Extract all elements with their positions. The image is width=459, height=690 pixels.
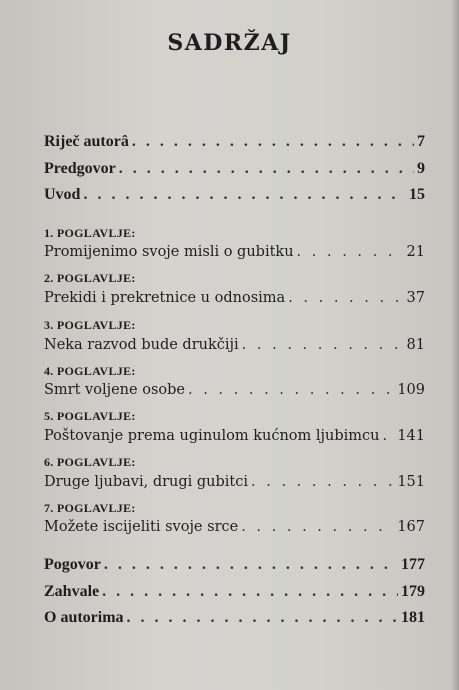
toc-entry-foreword [44, 160, 425, 178]
toc-entry-label: Možete iscijeliti svoje srce [44, 519, 239, 535]
toc-page-number: 141 [397, 428, 425, 444]
toc-entry-label: Predgovor [44, 160, 116, 177]
toc-page-number: 109 [397, 382, 425, 398]
toc-entry-chapter-6 [44, 474, 425, 490]
toc-page-number: 179 [401, 583, 425, 600]
toc-page-number: 37 [406, 290, 425, 306]
toc-page-number: 15 [409, 186, 425, 203]
toc-entry-label: Prekidi i prekretnice u odnosima [44, 290, 286, 306]
dot-leader [132, 133, 414, 151]
toc-entry-label: Poštovanje prema uginulom kućnom ljubimcu [44, 428, 380, 444]
toc-entry-introduction [44, 186, 425, 204]
toc-entry-label: Riječ autorâ [44, 133, 129, 150]
page-title: SADRŽAJ [167, 30, 292, 56]
toc-entry-chapter-1 [44, 244, 425, 260]
toc-entry-label: O autorima [44, 609, 124, 626]
toc-entry-label: Promijenimo svoje misli o gubitku [44, 244, 294, 260]
toc-entry-label: Uvod [44, 186, 81, 203]
dot-leader [242, 337, 404, 353]
chapter-heading: 5. POGLAVLJE: [44, 409, 136, 423]
chapter-heading: 3. POGLAVLJE: [44, 318, 136, 332]
dot-leader [127, 609, 398, 627]
dot-leader [251, 474, 394, 490]
dot-leader [383, 428, 395, 444]
toc-entry-chapter-4 [44, 382, 425, 398]
chapter-heading: 4. POGLAVLJE: [44, 364, 136, 378]
toc-entry-label: Pogovor [44, 556, 101, 573]
toc-page-number: 7 [417, 133, 425, 150]
toc-page-number: 81 [406, 337, 425, 353]
toc-entry-label: Zahvale [44, 583, 100, 600]
toc-entry-chapter-7 [44, 519, 425, 535]
toc-entry-chapter-2 [44, 290, 425, 306]
dot-leader [83, 186, 406, 204]
toc-entry-label: Smrt voljene osobe [44, 382, 185, 398]
dot-leader [104, 556, 398, 574]
toc-page-number: 21 [406, 244, 425, 260]
toc-entry-label: Neka razvod bude drukčiji [44, 337, 239, 353]
chapter-heading: 2. POGLAVLJE: [44, 271, 136, 285]
toc-entry-acknowledgements [44, 583, 425, 601]
toc-entry-label: Druge ljubavi, drugi gubitci [44, 474, 249, 490]
toc-page-number: 151 [397, 474, 425, 490]
dot-leader [119, 160, 414, 178]
dot-leader [188, 382, 394, 398]
dot-leader [288, 290, 403, 306]
dot-leader [297, 244, 404, 260]
chapter-heading: 6. POGLAVLJE: [44, 455, 136, 469]
chapter-heading: 7. POGLAVLJE: [44, 501, 136, 515]
toc-page-number: 177 [401, 556, 425, 573]
toc-entry-about-authors [44, 609, 425, 627]
toc-entry-afterword [44, 556, 425, 574]
toc-page-number: 167 [397, 519, 425, 535]
toc-entry-chapter-5 [44, 428, 425, 444]
dot-leader [241, 519, 394, 535]
toc-page-number: 9 [417, 160, 425, 177]
toc-entry-author-note [44, 133, 425, 151]
chapter-heading: 1. POGLAVLJE: [44, 226, 136, 240]
toc-entry-chapter-3 [44, 337, 425, 353]
toc-page-number: 181 [401, 609, 425, 626]
dot-leader [102, 583, 398, 601]
